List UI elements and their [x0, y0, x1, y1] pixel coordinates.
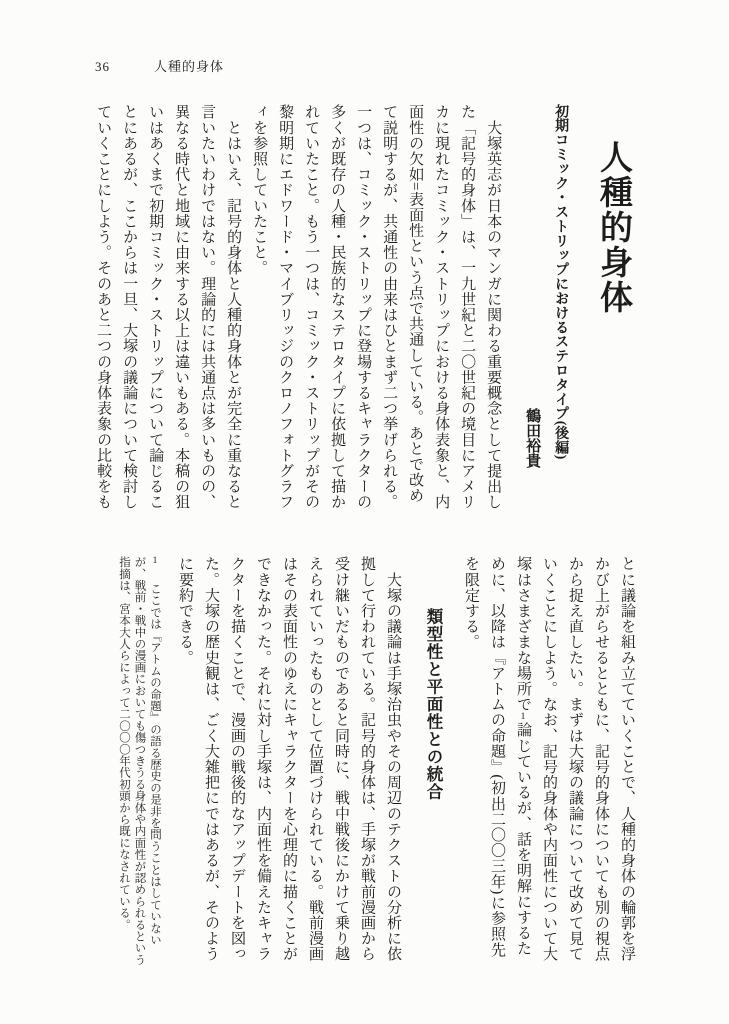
paragraph-2-upper: とはいえ、記号的身体と人種的身体とが完全に重なると言いたいわけではない。理論的には共通点は多いものの、異なる時代と地域に由来する以上は違いもある。本稿の狙いはあくまで初期コミック・ストリップについて論じることにあるが、ここからは一旦、大塚の議論について検討していくことにしよう。そのあと二つの身体表象の比較をも	[95, 104, 242, 510]
section-heading: 類型性と平面性との統合	[424, 608, 443, 801]
section-paragraph: 大塚の議論は手塚治虫やその周辺のテクストの分析に依拠して行われている。記号的身体は、手塚が戦前漫画から受け継いだものであると同時に、戦中戦後にかけて乗り越えられていったものとして位置づけられている。戦前漫画はその表面性のゆえにキャラクターを心理的に描くことができなかった。それに対し手塚は、内面性を備えたキャラクターを描くことで、漫画の戦後的なアップデートを図った。大塚の歴史観は、ごく大雑把にではあるが、そのように要約できる。	[177, 556, 401, 962]
running-header: 人種的身体	[154, 59, 225, 74]
upper-text-block	[92, 104, 640, 510]
paragraph-2-continuation	[458, 556, 640, 966]
footnote	[116, 556, 163, 966]
paragraph-2-continuation-pre: とに議論を組み立てていくことで、人種的身体の輪郭を浮かび上がらせるとともに、記号的身体についても別の視点から捉え直したい。まずは大塚の議論について改めて見ていくことにしよう。なお、記号的身体や内面性について大塚はさまざまな場所で	[515, 556, 635, 962]
lower-text-block	[92, 556, 640, 966]
footnote-marker: 1	[150, 556, 160, 567]
article-author: 鶴田裕貴	[524, 408, 541, 468]
footnote-reference-marker: 1	[518, 712, 528, 722]
page-header	[95, 56, 224, 75]
page-number: 36	[95, 59, 110, 74]
paragraph-1: 大塚英志が日本のマンガに関わる重要概念として提出した「記号的身体」は、一九世紀と二〇世紀の境目にアメリカに現れたコミック・ストリップにおける身体表象と、内面性の欠如=表面性という点で共通している。あとで改めて説明するが、共通性の由来はひとまず二つ挙げられる。一つは、コミック・ストリップに登場するキャラクターの多くが既存の人種・民族的なステロタイプに依拠して描かれていたこと。もう一つは、コミック・ストリップがその黎明期にエドワード・マイブリッジのクロノフォトグラフィを参照していたこと。	[251, 104, 502, 510]
paragraph-2-continuation-post: 論じているが、話を明解にするために、以降は『アトムの命題』(初出二〇〇三年)に参照先を限定する。	[463, 556, 531, 958]
article-title: 人種的身体	[595, 140, 631, 315]
footnote-text: ここでは『アトムの命題』の語る歴史の是非を問うことはしていないが、戦前・戦中の漫画においても傷つきうる身体や内面性が認められるという指摘は、宮本大人らによって二〇〇〇年代初頭から既になされている。	[118, 556, 161, 966]
article-subtitle: 初期コミック・ストリップにおけるステロタイプ(後編)	[553, 104, 569, 460]
